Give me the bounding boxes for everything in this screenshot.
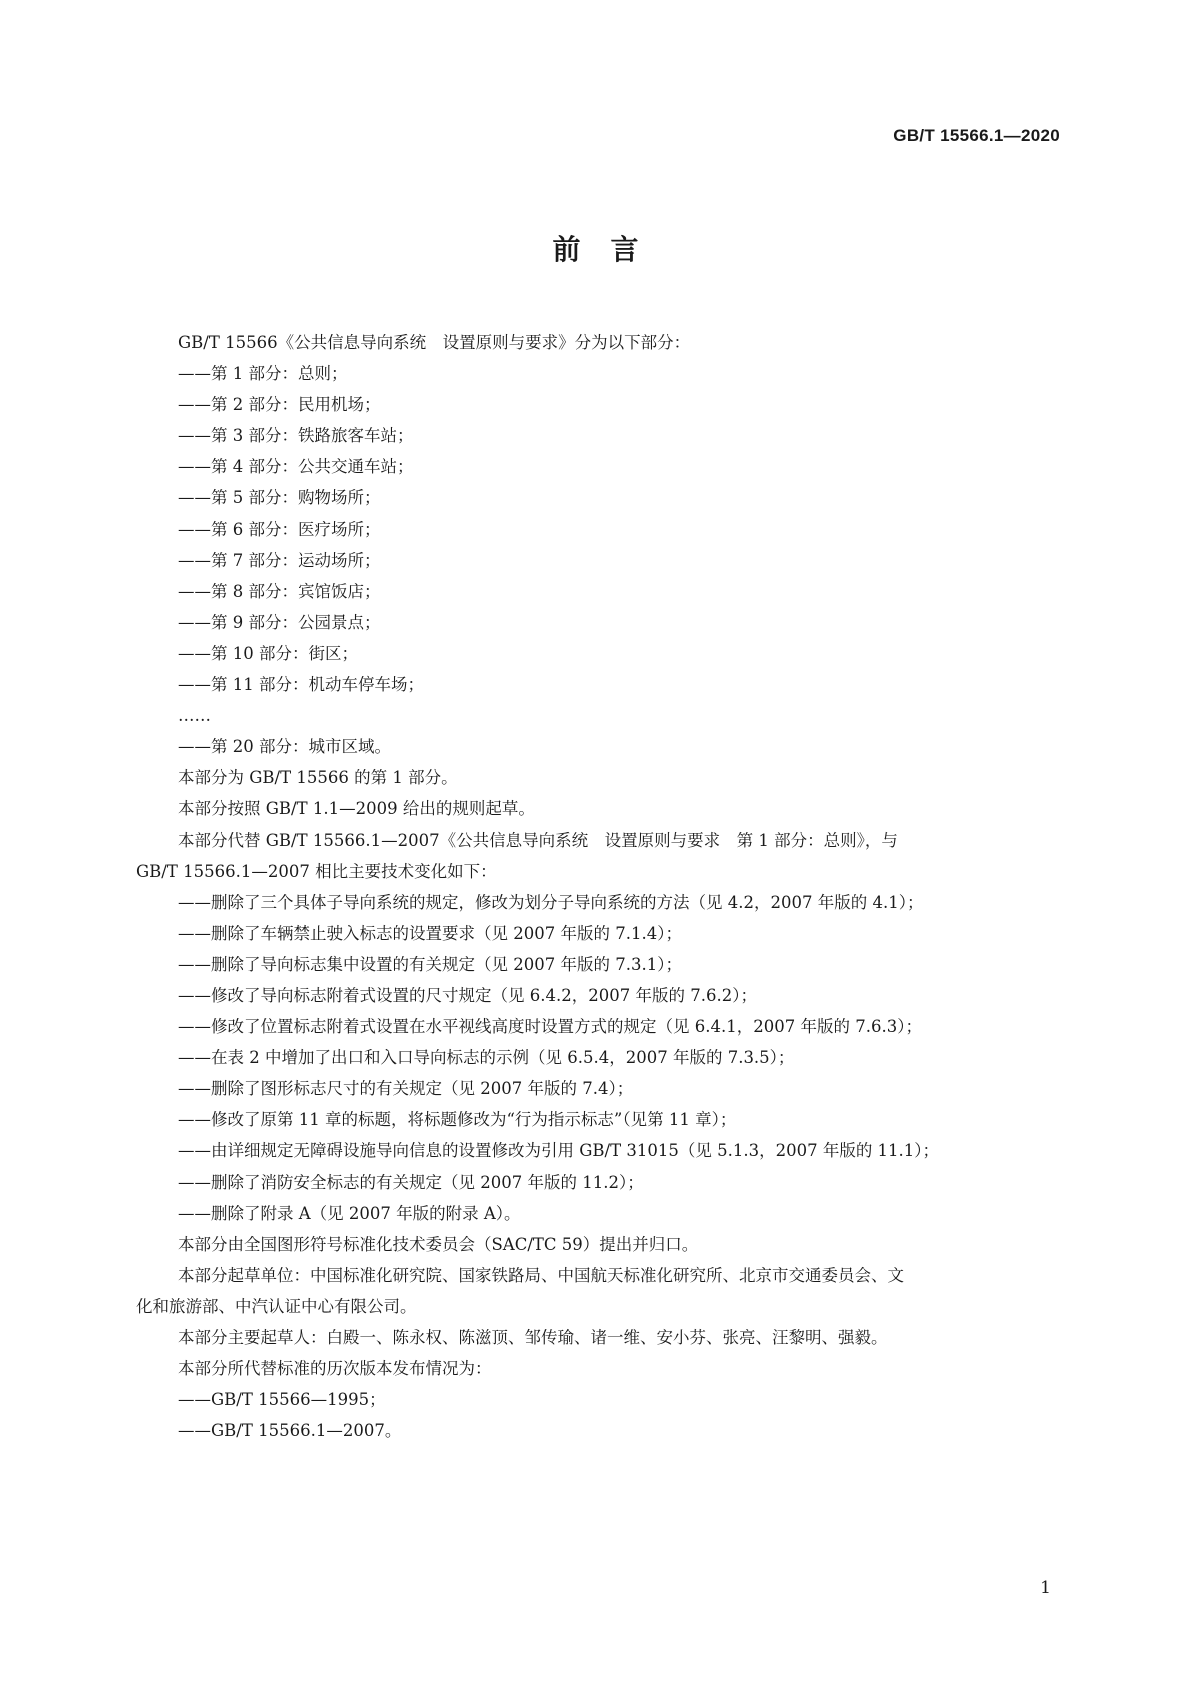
page-title: 前言 xyxy=(552,233,669,266)
body-line: ——GB/T 15566—1995； xyxy=(178,1390,386,1410)
body-line: ——第 10 部分：街区； xyxy=(178,643,358,663)
body-line: ——第 6 部分：医疗场所； xyxy=(178,519,381,539)
body-line: 本部分按照 GB/T 1.1—2009 给出的规则起草。 xyxy=(178,799,535,819)
foreword-body xyxy=(136,327,1059,1446)
body-line: ——第 5 部分：购物场所； xyxy=(178,488,381,508)
body-line: ——第 9 部分：公园景点； xyxy=(178,612,381,632)
body-line: ——删除了车辆禁止驶入标志的设置要求（见 2007 年版的 7.1.4）； xyxy=(178,923,682,943)
body-line: ——删除了导向标志集中设置的有关规定（见 2007 年版的 7.3.1）； xyxy=(178,954,682,974)
body-line: ——删除了三个具体子导向系统的规定，修改为划分子导向系统的方法（见 4.2，2007 年版的 4.1）； xyxy=(178,892,924,912)
body-line: ——修改了原第 11 章的标题，将标题修改为“行为指示标志”（见第 11 章）； xyxy=(178,1110,737,1130)
body-line: GB/T 15566.1—2007 相比主要技术变化如下： xyxy=(136,861,497,881)
body-line: 本部分代替 GB/T 15566.1—2007《公共信息导向系统 设置原则与要求 第 1 部分：总则》，与 xyxy=(178,830,898,850)
body-line: ——在表 2 中增加了出口和入口导向标志的示例（见 6.5.4，2007 年版的 7.3.5）； xyxy=(178,1048,795,1068)
body-line: 本部分为 GB/T 15566 的第 1 部分。 xyxy=(178,768,458,788)
body-line: ——第 3 部分：铁路旅客车站； xyxy=(178,426,414,446)
body-line: 化和旅游部、中汽认证中心有限公司。 xyxy=(136,1296,417,1316)
body-line: ——第 20 部分：城市区域。 xyxy=(178,737,391,757)
body-line: ——第 8 部分：宾馆饭店； xyxy=(178,581,381,601)
body-line: ——第 2 部分：民用机场； xyxy=(178,395,381,415)
body-line: …… xyxy=(178,706,211,726)
body-line: ——第 7 部分：运动场所； xyxy=(178,550,381,570)
body-line: 本部分主要起草人：白殿一、陈永权、陈滋顶、邹传瑜、诸一维、安小芬、张亮、汪黎明、强毅。 xyxy=(178,1328,888,1347)
body-line: ——修改了位置标志附着式设置在水平视线高度时设置方式的规定（见 6.4.1，2007 年版的 7.6.3）； xyxy=(178,1017,922,1037)
body-line: GB/T 15566《公共信息导向系统 设置原则与要求》分为以下部分： xyxy=(178,333,691,352)
page-number: 1 xyxy=(1040,1578,1051,1598)
body-line: 本部分由全国图形符号标准化技术委员会（SAC/TC 59）提出并归口。 xyxy=(178,1234,699,1254)
body-line: ——删除了附录 A（见 2007 年版的附录 A）。 xyxy=(178,1203,521,1223)
body-line: ——第 1 部分：总则； xyxy=(178,364,348,384)
body-line: ——第 11 部分：机动车停车场； xyxy=(178,675,424,695)
standard-number: GB/T 15566.1—2020 xyxy=(893,126,1060,145)
body-line: ——第 4 部分：公共交通车站； xyxy=(178,457,414,477)
body-line: ——删除了消防安全标志的有关规定（见 2007 年版的 11.2）； xyxy=(178,1172,644,1192)
body-line: 本部分所代替标准的历次版本发布情况为： xyxy=(178,1359,492,1379)
body-line: ——由详细规定无障碍设施导向信息的设置修改为引用 GB/T 31015（见 5.1.3，2007 年版的 11.1）； xyxy=(178,1141,940,1161)
body-line: 本部分起草单位：中国标准化研究院、国家铁路局、中国航天标准化研究所、北京市交通委员会、文 xyxy=(178,1265,904,1285)
body-line: ——删除了图形标志尺寸的有关规定（见 2007 年版的 7.4）； xyxy=(178,1079,634,1099)
body-line: ——修改了导向标志附着式设置的尺寸规定（见 6.4.2，2007 年版的 7.6.2）； xyxy=(178,985,757,1005)
body-line: ——GB/T 15566.1—2007。 xyxy=(178,1421,402,1441)
